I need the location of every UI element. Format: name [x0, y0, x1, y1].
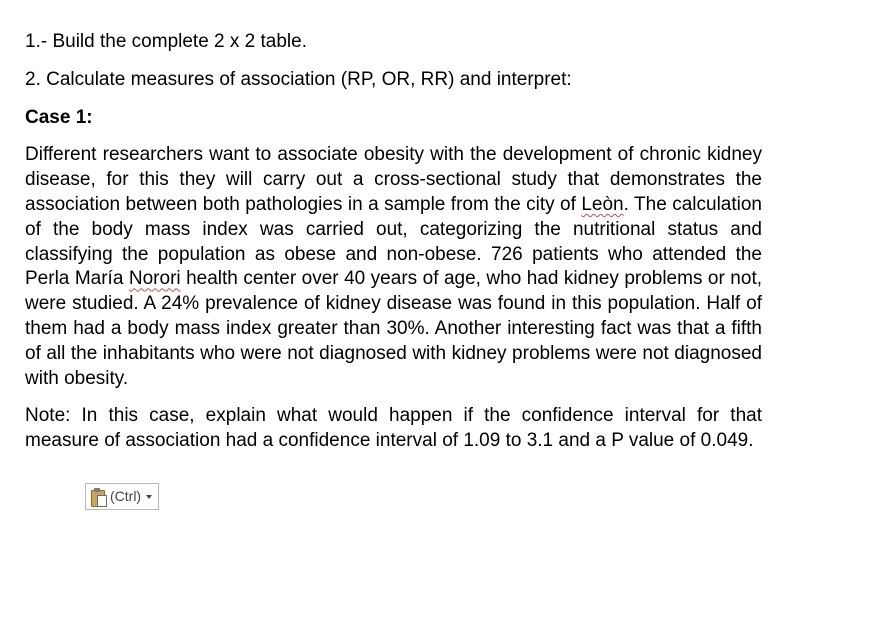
paste-options-button[interactable] [85, 483, 159, 510]
clipboard-icon [90, 487, 108, 507]
spelling-error-leon[interactable]: Leòn [581, 193, 624, 215]
paste-options-label: (Ctrl) [110, 488, 142, 505]
note-paragraph: Note: In this case, explain what would happen if the confidence interval for that measure of association had a confidence interval of 1.09 to 3.1 and a P value of 0.049. [25, 405, 762, 452]
paragraph-text-3: health center over 40 years of age, who had kidney problems or not, were studied. A 24% prevalence of kidney disease was found in this population. Half of them had a body mass index greater than 30%. Another interesting fact was that a fifth of all the inhabitants who were not diagnosed with kidney problems were not diagnosed with obesity. [25, 268, 762, 389]
instruction-item-1: 1.- Build the complete 2 x 2 table. [25, 31, 307, 52]
case-heading: Case 1: [25, 106, 93, 128]
case-paragraph [25, 143, 762, 391]
paragraph-text-1: Different researchers want to associate obesity with the development of chronic kidney disease, for this they will carry out a cross-sectional study that demonstrates the association between both pathologies in a sample from the city of [25, 144, 762, 215]
spelling-error-norori[interactable]: Norori [128, 268, 181, 290]
document-body [25, 30, 762, 467]
paragraph-text-2: . The calculation of the body mass index was carried out, categorizing the nutritional status and classifying the population as obese and non-obese. 726 patients who attended the Perla María [25, 193, 762, 290]
instruction-item-2: 2. Calculate measures of association (RP, OR, RR) and interpret: [25, 68, 572, 90]
chevron-down-icon [146, 495, 152, 499]
